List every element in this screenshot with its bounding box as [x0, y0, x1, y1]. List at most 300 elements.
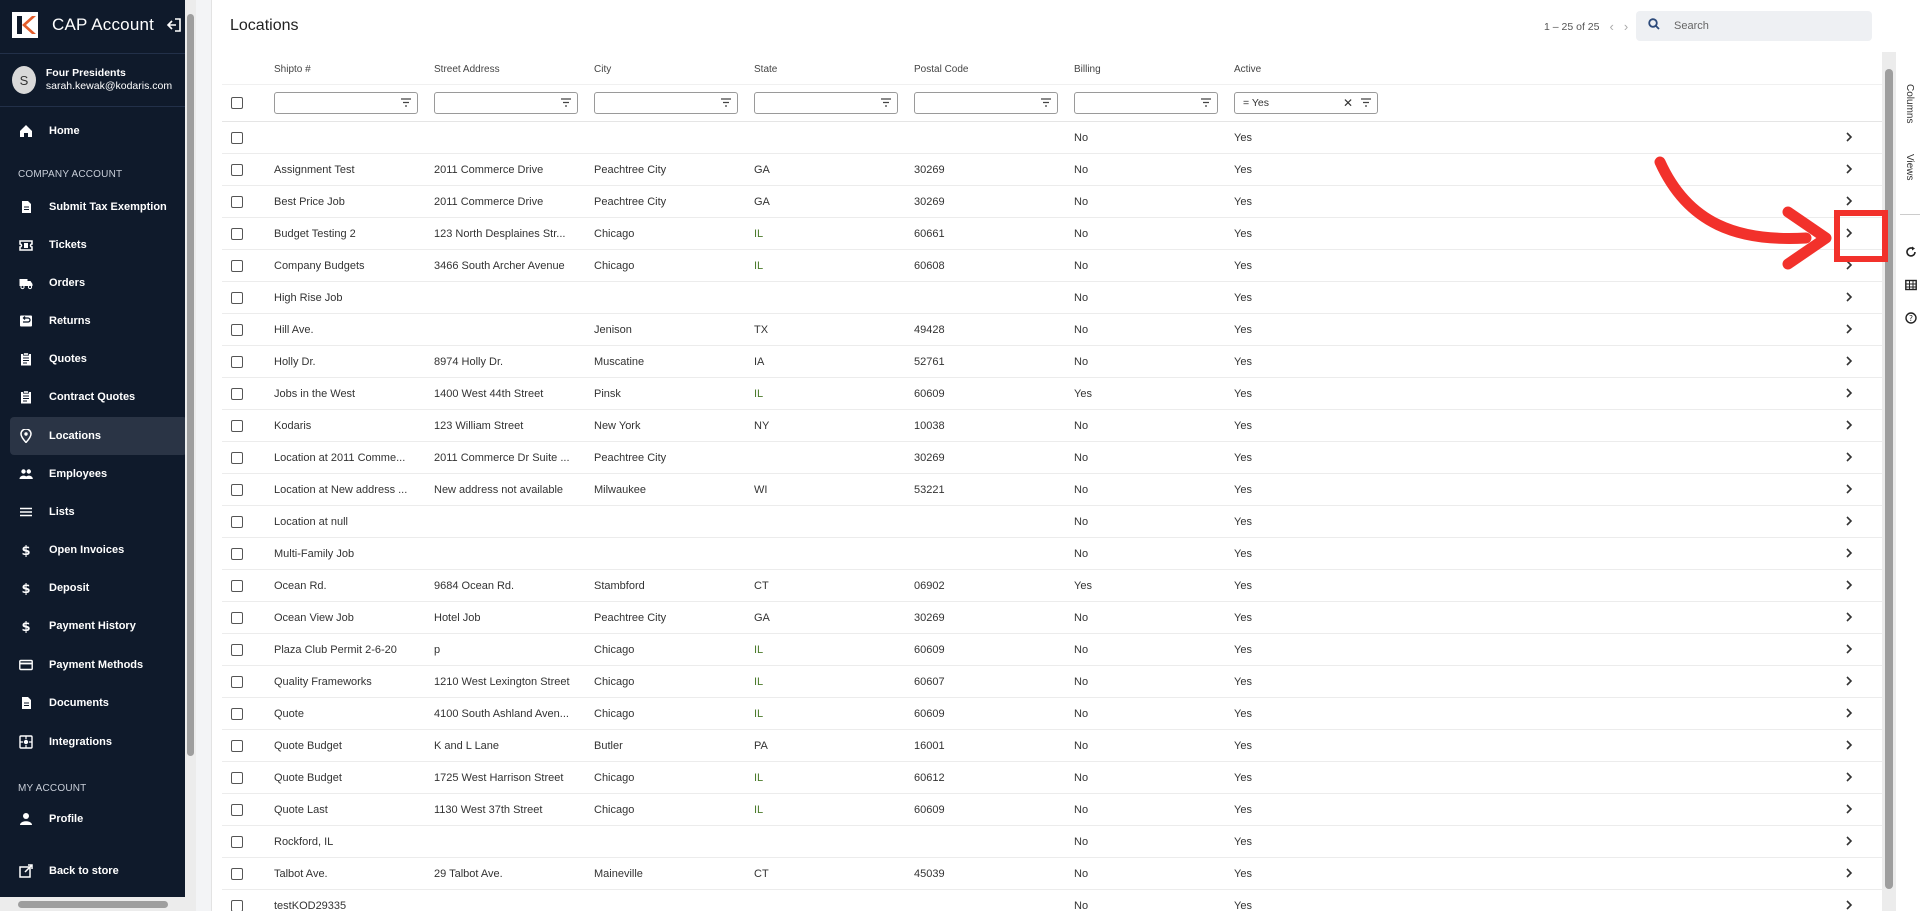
cell-city: Jenison [594, 323, 632, 336]
cell-shipto: Location at 2011 Comme... [274, 451, 406, 464]
sidebar-item-label: Profile [49, 813, 84, 825]
cell-postal: 49428 [914, 323, 945, 336]
logout-icon[interactable] [166, 17, 182, 33]
cell-state: IL [754, 675, 764, 688]
people-icon [18, 466, 34, 482]
column-header-street[interactable]: Street Address [434, 64, 500, 75]
cell-street: 1210 West Lexington Street [434, 675, 570, 688]
cell-state: IL [754, 227, 764, 240]
views-panel-tab[interactable]: Views [1904, 154, 1915, 181]
cell-city: Chicago [594, 707, 635, 720]
table-row[interactable] [222, 474, 1882, 506]
sidebar-item-quotes[interactable] [10, 340, 187, 378]
table-row[interactable] [222, 186, 1882, 218]
cell-street: 8974 Holly Dr. [434, 355, 504, 368]
chevron-right-icon[interactable] [1844, 771, 1854, 783]
chevron-right-icon[interactable] [1844, 163, 1854, 175]
chevron-right-icon[interactable] [1844, 451, 1854, 463]
cell-billing: Yes [1074, 387, 1092, 400]
filter-icon[interactable] [881, 98, 891, 110]
refresh-icon[interactable] [1905, 245, 1917, 257]
filter-icon[interactable] [1041, 98, 1051, 110]
sidebar-section-company: COMPANY ACCOUNT [18, 169, 123, 180]
chevron-right-icon[interactable] [1844, 675, 1854, 687]
sidebar-item-returns[interactable] [10, 302, 187, 340]
kodaris-logo-icon[interactable] [12, 12, 38, 38]
sidebar-item-deposit[interactable] [10, 569, 187, 607]
home-icon [18, 123, 34, 139]
cell-state: IL [754, 643, 764, 656]
sidebar-section-my-account: MY ACCOUNT [18, 783, 87, 794]
tool-divider [1900, 214, 1920, 215]
back-to-store-link[interactable] [10, 852, 187, 890]
chevron-right-icon[interactable] [1844, 611, 1854, 623]
table-row[interactable] [222, 314, 1882, 346]
row-checkbox[interactable] [231, 836, 243, 848]
cell-street: 2011 Commerce Drive [434, 163, 544, 176]
chevron-right-icon[interactable] [1844, 547, 1854, 559]
cell-street: 9684 Ocean Rd. [434, 579, 515, 592]
cell-shipto: High Rise Job [274, 291, 343, 304]
column-header-shipto[interactable]: Shipto # [274, 64, 311, 75]
cell-street: 3466 South Archer Avenue [434, 259, 565, 272]
sidebar-item-label: Tickets [49, 239, 87, 251]
cell-active: Yes [1234, 739, 1252, 752]
chevron-right-icon[interactable] [1844, 195, 1854, 207]
chevron-right-icon[interactable] [1844, 355, 1854, 367]
cell-street: Hotel Job [434, 611, 481, 624]
cell-shipto: Multi-Family Job [274, 547, 355, 560]
clipboard-icon [18, 351, 34, 367]
search-box[interactable] [1636, 11, 1872, 41]
cell-shipto: Plaza Club Permit 2-6-20 [274, 643, 397, 656]
cell-state: GA [754, 195, 770, 208]
cell-shipto: Ocean Rd. [274, 579, 327, 592]
cell-billing: No [1074, 611, 1089, 624]
cell-state: IL [754, 387, 764, 400]
main-content [196, 0, 1920, 911]
cell-active: Yes [1234, 451, 1252, 464]
cell-active: Yes [1234, 259, 1252, 272]
filter-state-input[interactable] [754, 92, 898, 114]
chevron-right-icon[interactable] [1844, 803, 1854, 815]
cell-billing: No [1074, 451, 1089, 464]
cell-shipto: Location at null [274, 515, 348, 528]
cell-shipto: Rockford, IL [274, 835, 334, 848]
dollar-icon [18, 618, 34, 634]
table-row[interactable] [222, 602, 1882, 634]
chevron-right-icon[interactable] [1844, 867, 1854, 879]
cell-postal: 06902 [914, 579, 945, 592]
table-row[interactable] [222, 858, 1882, 890]
svg-text:$: $ [21, 544, 31, 557]
table-row[interactable] [222, 218, 1882, 250]
cell-shipto: Budget Testing 2 [274, 227, 356, 240]
cell-city: Chicago [594, 227, 635, 240]
chevron-right-icon[interactable] [1844, 291, 1854, 303]
chevron-right-icon[interactable] [1844, 419, 1854, 431]
table-row[interactable] [222, 890, 1882, 911]
grid-vertical-scrollbar[interactable] [1882, 52, 1896, 911]
user-email: sarah.kewak@kodaris.com [45, 80, 173, 92]
cell-street: K and L Lane [434, 739, 500, 752]
help-icon[interactable] [1905, 311, 1917, 323]
chevron-right-icon[interactable] [1844, 483, 1854, 495]
table-row[interactable] [222, 282, 1882, 314]
chevron-right-icon[interactable] [1844, 579, 1854, 591]
filter-icon[interactable] [721, 98, 731, 110]
clear-filter-icon[interactable]: ✕ [1342, 96, 1353, 110]
sidebar-item-label: Submit Tax Exemption [49, 201, 167, 213]
cell-billing: No [1074, 195, 1089, 208]
sidebar-item-label: Documents [49, 697, 109, 709]
filter-icon[interactable] [1201, 98, 1211, 110]
row-checkbox[interactable] [231, 676, 243, 688]
cell-state: WI [754, 483, 768, 496]
cell-postal: 60612 [914, 771, 945, 784]
cell-billing: No [1074, 483, 1089, 496]
cell-state: IL [754, 803, 764, 816]
cell-active: Yes [1234, 579, 1252, 592]
sidebar-item-profile[interactable] [10, 800, 187, 838]
cell-active: Yes [1234, 387, 1252, 400]
cell-active: Yes [1234, 675, 1252, 688]
cell-state: NY [754, 419, 770, 432]
table-row[interactable] [222, 506, 1882, 538]
column-header-state[interactable]: State [754, 64, 778, 75]
sidebar-item-home[interactable] [10, 112, 187, 150]
cell-shipto: Company Budgets [274, 259, 365, 272]
row-checkbox[interactable] [231, 612, 243, 624]
chevron-right-icon[interactable] [1844, 707, 1854, 719]
sidebar-item-integrations[interactable] [10, 723, 187, 761]
row-checkbox[interactable] [231, 644, 243, 656]
filter-active-value: = Yes [1243, 97, 1269, 109]
cell-active: Yes [1234, 835, 1252, 848]
table-row[interactable] [222, 570, 1882, 602]
cell-city: Chicago [594, 675, 635, 688]
cell-street: 4100 South Ashland Aven... [434, 707, 569, 720]
document-icon [18, 695, 34, 711]
cell-city: Chicago [594, 803, 635, 816]
cell-street: 123 William Street [434, 419, 524, 432]
column-header-postal[interactable]: Postal Code [914, 64, 969, 75]
filter-city-input[interactable] [594, 92, 738, 114]
table-row[interactable] [222, 826, 1882, 858]
cell-city: New York [594, 419, 641, 432]
sidebar-header [0, 0, 196, 50]
prev-page-icon[interactable]: ‹ [1609, 19, 1614, 34]
row-checkbox[interactable] [231, 164, 243, 176]
sidebar-item-label: Payment Methods [49, 659, 144, 671]
row-checkbox[interactable] [231, 388, 243, 400]
cell-postal: 60661 [914, 227, 945, 240]
row-checkbox[interactable] [231, 196, 243, 208]
sidebar-item-label: Open Invoices [49, 544, 125, 556]
cell-postal: 30269 [914, 451, 945, 464]
cell-postal: 45039 [914, 867, 945, 880]
cell-city: Pinsk [594, 387, 621, 400]
cell-shipto: Hill Ave. [274, 323, 314, 336]
sidebar-item-label: Payment History [49, 620, 136, 632]
sidebar-item-label: Employees [49, 468, 108, 480]
chevron-right-icon[interactable] [1844, 739, 1854, 751]
row-checkbox[interactable] [231, 516, 243, 528]
cell-state: CT [754, 579, 769, 592]
table-row[interactable] [222, 250, 1882, 282]
table-row[interactable] [222, 122, 1882, 154]
table-row[interactable] [222, 154, 1882, 186]
row-checkbox[interactable] [231, 708, 243, 720]
row-checkbox[interactable] [231, 452, 243, 464]
cell-street: New address not available [434, 483, 564, 496]
pagination-range: 1 – 25 of 25 [1544, 20, 1600, 33]
cell-shipto: Ocean View Job [274, 611, 354, 624]
cell-state: IL [754, 771, 764, 784]
search-input[interactable] [1674, 20, 1854, 32]
annotation-highlight-box [1834, 210, 1888, 262]
filter-postal-input[interactable] [914, 92, 1058, 114]
chevron-right-icon[interactable] [1844, 899, 1854, 911]
table-row[interactable] [222, 346, 1882, 378]
row-checkbox[interactable] [231, 420, 243, 432]
cell-shipto: Quote Budget [274, 771, 342, 784]
cell-city: Stambford [594, 579, 645, 592]
cell-billing: No [1074, 867, 1089, 880]
cell-city: Peachtree City [594, 163, 667, 176]
row-checkbox[interactable] [231, 740, 243, 752]
filter-icon[interactable] [561, 98, 571, 110]
person-icon [18, 811, 34, 827]
cell-active: Yes [1234, 803, 1252, 816]
cell-postal: 60609 [914, 803, 945, 816]
cell-state: IL [754, 707, 764, 720]
cell-postal: 52761 [914, 355, 945, 368]
cell-billing: No [1074, 259, 1089, 272]
cell-shipto: Best Price Job [274, 195, 345, 208]
row-checkbox[interactable] [231, 292, 243, 304]
cell-state: IA [754, 355, 765, 368]
cell-active: Yes [1234, 899, 1252, 911]
row-checkbox[interactable] [231, 324, 243, 336]
cell-billing: No [1074, 419, 1089, 432]
cell-billing: No [1074, 163, 1089, 176]
row-checkbox[interactable] [231, 900, 243, 911]
chevron-right-icon[interactable] [1844, 835, 1854, 847]
table-row[interactable] [222, 666, 1882, 698]
cell-active: Yes [1234, 195, 1252, 208]
locations-grid [222, 55, 1882, 911]
user-account-switcher[interactable] [0, 53, 196, 107]
cell-billing: No [1074, 547, 1089, 560]
ticket-icon [18, 237, 34, 253]
cell-street: 2011 Commerce Dr Suite ... [434, 451, 570, 464]
table-grid-icon[interactable] [1905, 278, 1917, 290]
cell-active: Yes [1234, 707, 1252, 720]
columns-panel-tab[interactable]: Columns [1904, 84, 1915, 124]
cell-billing: No [1074, 131, 1089, 144]
sidebar-horizontal-scrollbar[interactable] [0, 897, 196, 911]
cell-city: Butler [594, 739, 623, 752]
page-gutter [196, 0, 212, 911]
cell-shipto: Quote Budget [274, 739, 342, 752]
cell-active: Yes [1234, 227, 1252, 240]
row-checkbox[interactable] [231, 772, 243, 784]
filter-billing-input[interactable] [1074, 92, 1218, 114]
sidebar-item-orders[interactable] [10, 264, 187, 302]
filter-shipto-input[interactable] [274, 92, 418, 114]
sidebar-item-locations[interactable] [10, 417, 187, 455]
cell-street: 1400 West 44th Street [434, 387, 544, 400]
cell-billing: No [1074, 227, 1089, 240]
chevron-right-icon[interactable] [1844, 387, 1854, 399]
filter-icon[interactable] [401, 98, 411, 110]
document-icon [18, 199, 34, 215]
chevron-right-icon[interactable] [1844, 131, 1854, 143]
cell-postal: 30269 [914, 163, 945, 176]
row-checkbox[interactable] [231, 804, 243, 816]
sidebar-item-label: Home [49, 125, 80, 137]
sidebar-item-open-invoices[interactable] [10, 531, 187, 569]
cell-state: IL [754, 259, 764, 272]
cell-street: 29 Talbot Ave. [434, 867, 503, 880]
sidebar-item-submit-tax-exemption[interactable] [10, 188, 187, 226]
cell-postal: 30269 [914, 611, 945, 624]
sidebar-item-employees[interactable] [10, 455, 187, 493]
table-row[interactable] [222, 698, 1882, 730]
cell-postal: 10038 [914, 419, 945, 432]
sidebar-item-payment-methods[interactable] [10, 646, 187, 684]
table-row[interactable] [222, 378, 1882, 410]
column-header-city[interactable]: City [594, 64, 612, 75]
chevron-right-icon[interactable] [1844, 643, 1854, 655]
grid-filter-row [222, 84, 1882, 122]
cell-billing: No [1074, 643, 1089, 656]
sidebar-item-label: Returns [49, 315, 91, 327]
cell-shipto: Quality Frameworks [274, 675, 372, 688]
sidebar-item-label: Contract Quotes [49, 391, 136, 403]
cell-postal: 60607 [914, 675, 945, 688]
cell-billing: No [1074, 803, 1089, 816]
row-checkbox[interactable] [231, 356, 243, 368]
table-row[interactable] [222, 538, 1882, 570]
cell-city: Peachtree City [594, 195, 667, 208]
filter-active-input[interactable] [1234, 92, 1378, 114]
cell-city: Muscatine [594, 355, 645, 368]
column-header-billing[interactable]: Billing [1074, 64, 1101, 75]
cell-billing: No [1074, 739, 1089, 752]
cell-active: Yes [1234, 867, 1252, 880]
filter-street-input[interactable] [434, 92, 578, 114]
cell-active: Yes [1234, 163, 1252, 176]
sidebar-item-label: Quotes [49, 353, 87, 365]
table-row[interactable] [222, 634, 1882, 666]
table-row[interactable] [222, 730, 1882, 762]
cell-active: Yes [1234, 355, 1252, 368]
user-company: Four Presidents [45, 67, 126, 79]
sidebar-item-label: Orders [49, 277, 86, 289]
cell-shipto: Location at New address ... [274, 483, 408, 496]
cell-active: Yes [1234, 547, 1252, 560]
row-checkbox[interactable] [231, 868, 243, 880]
cell-active: Yes [1234, 323, 1252, 336]
chevron-right-icon[interactable] [1844, 323, 1854, 335]
search-icon [1648, 17, 1660, 35]
row-checkbox[interactable] [231, 548, 243, 560]
cell-active: Yes [1234, 643, 1252, 656]
cell-shipto: Quote Last [274, 803, 328, 816]
table-row[interactable] [222, 410, 1882, 442]
cell-postal: 60609 [914, 707, 945, 720]
cell-shipto: Quote [274, 707, 304, 720]
sidebar-scrollbar[interactable] [185, 0, 196, 911]
cell-state: GA [754, 163, 770, 176]
cell-shipto: Kodaris [274, 419, 312, 432]
sidebar-item-label: Lists [49, 506, 75, 518]
filter-icon[interactable] [1361, 98, 1371, 110]
credit-card-icon [18, 657, 34, 673]
table-row[interactable] [222, 762, 1882, 794]
select-all-checkbox[interactable] [231, 97, 243, 109]
cell-postal: 53221 [914, 483, 945, 496]
next-page-icon[interactable]: › [1623, 19, 1629, 34]
cell-city: Peachtree City [594, 451, 667, 464]
cell-street: p [434, 643, 441, 656]
truck-icon [18, 275, 34, 291]
integrations-icon [18, 734, 34, 750]
cell-city: Chicago [594, 643, 635, 656]
table-row[interactable] [222, 442, 1882, 474]
cell-billing: No [1074, 355, 1089, 368]
cell-city: Maineville [594, 867, 643, 880]
cell-billing: No [1074, 899, 1089, 911]
cell-billing: No [1074, 707, 1089, 720]
sidebar-item-documents[interactable] [10, 684, 187, 722]
sidebar-item-lists[interactable] [10, 493, 187, 531]
location-pin-icon [18, 428, 34, 444]
cell-street: 1130 West 37th Street [434, 803, 543, 816]
cell-street: 2011 Commerce Drive [434, 195, 544, 208]
chevron-right-icon[interactable] [1844, 515, 1854, 527]
sidebar-item-tickets[interactable] [10, 226, 187, 264]
cell-city: Milwaukee [594, 483, 646, 496]
cell-street: 1725 West Harrison Street [434, 771, 564, 784]
cell-postal: 30269 [914, 195, 945, 208]
return-box-icon [18, 313, 34, 329]
cell-billing: No [1074, 323, 1089, 336]
svg-text:?: ? [1909, 314, 1913, 323]
row-checkbox[interactable] [231, 580, 243, 592]
cell-billing: No [1074, 771, 1089, 784]
svg-text:$: $ [21, 582, 31, 595]
table-row[interactable] [222, 794, 1882, 826]
sidebar-item-contract-quotes[interactable] [10, 378, 187, 416]
sidebar-item-payment-history[interactable] [10, 607, 187, 645]
grid-header-row [222, 55, 1882, 84]
cell-shipto: Assignment Test [274, 163, 355, 176]
cell-billing: No [1074, 291, 1089, 304]
row-checkbox[interactable] [231, 132, 243, 144]
row-checkbox[interactable] [231, 228, 243, 240]
column-header-active[interactable]: Active [1234, 64, 1262, 75]
cell-street: 123 North Desplaines Str... [434, 227, 566, 240]
dollar-icon [18, 542, 34, 558]
row-checkbox[interactable] [231, 260, 243, 272]
row-checkbox[interactable] [231, 484, 243, 496]
cell-active: Yes [1234, 483, 1252, 496]
pagination [1544, 19, 1628, 34]
cell-billing: Yes [1074, 579, 1092, 592]
